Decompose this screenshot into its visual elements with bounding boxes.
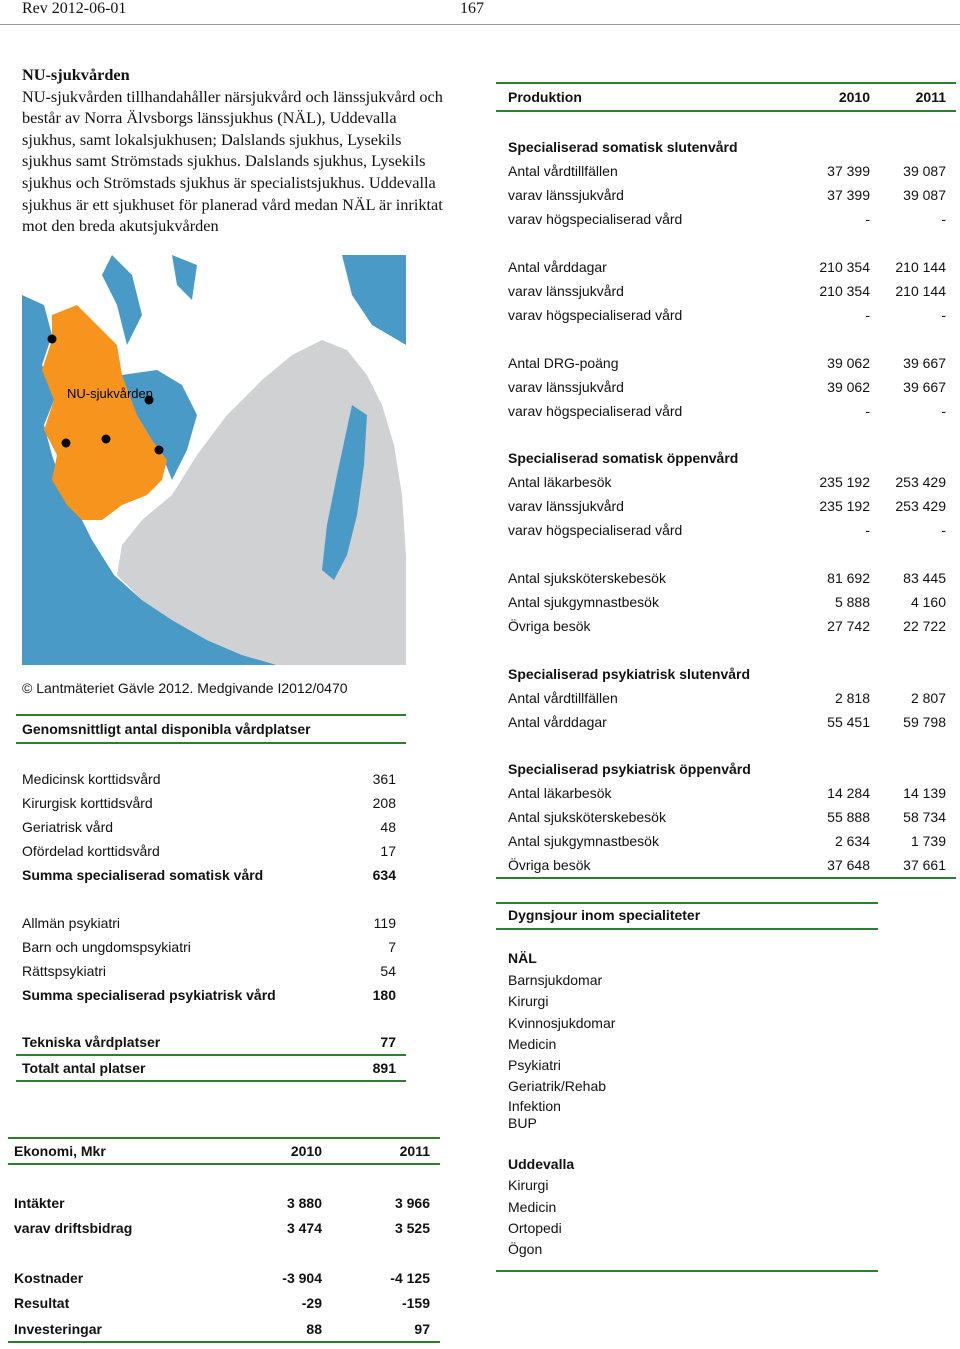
row-label: Övriga besök [508,618,591,634]
row-label: Ofördelad korttidsvård [22,843,160,859]
row-label: varav högspecialiserad vård [508,211,683,227]
page-number: 167 [460,0,484,17]
row-label: Summa specialiserad psykiatrisk vård [22,987,276,1003]
economy-bottom-rule [8,1341,440,1343]
row-label: Barn och ungdomspsykiatri [22,939,191,955]
row-label: Antal vårddagar [508,714,607,730]
row-value-2010: 14 284 [827,785,870,801]
row-value-2010: 55 451 [827,714,870,730]
oncall-group-heading: NÄL [508,950,537,966]
row-value: 361 [372,771,396,787]
row-value-2010: 37 648 [827,857,870,873]
row-label: Antal läkarbesök [508,474,612,490]
row-value-2010: 3 474 [286,1220,322,1236]
row-value-2010: 81 692 [827,570,870,586]
row-value: 17 [380,843,396,859]
row-label: varav högspecialiserad vård [508,522,683,538]
row-value-2011: -159 [401,1295,430,1311]
row-value-2011: - [941,211,946,227]
row-label: Antal DRG-poäng [508,355,619,371]
oncall-specialty: Medicin [508,1036,557,1052]
row-label: Specialiserad somatisk öppenvård [508,450,739,466]
row-value-2010: 5 888 [834,594,870,610]
row-label: varav driftsbidrag [14,1220,133,1236]
economy-header-2011: 2011 [399,1143,430,1159]
table-top-rule [496,82,956,84]
row-value-2010: 27 742 [827,618,870,634]
row-value: 208 [372,795,396,811]
row-value-2011: 3 966 [394,1195,430,1211]
row-value-2010: 2 634 [834,833,870,849]
row-value: 77 [380,1034,396,1050]
row-value: 54 [380,963,396,979]
oncall-specialty: Kirurgi [508,993,549,1009]
row-value-2011: - [941,307,946,323]
row-value-2011: 58 734 [903,809,946,825]
row-label: Antal sjukgymnastbesök [508,833,659,849]
row-label: varav länssjukvård [508,187,624,203]
map-region-label: NU-sjukvården [67,386,153,401]
row-label: varav länssjukvård [508,283,624,299]
table-header-rule [496,110,956,112]
row-value-2011: 97 [414,1321,430,1337]
row-label: varav länssjukvård [508,498,624,514]
row-value-2010: 235 192 [819,498,870,514]
row-value-2010: -29 [301,1295,322,1311]
row-value-2010: 55 888 [827,809,870,825]
map-city-marker [48,335,57,344]
row-value: 119 [373,915,396,931]
economy-header-2010: 2010 [290,1143,322,1159]
capacity-bottom-rule [16,1080,406,1082]
row-value-2010: 37 399 [827,187,870,203]
row-value-2010: - [865,307,870,323]
capacity-title-text: Genomsnittligt antal disponibla vårdplatser [22,721,311,737]
oncall-specialty: Infektion [508,1098,561,1114]
row-value-2010: 210 354 [819,259,870,275]
row-label: Antal sjuksköterskebesök [508,570,666,586]
row-label: varav högspecialiserad vård [508,307,683,323]
row-label: varav länssjukvård [508,379,624,395]
row-value: 7 [388,939,396,955]
map-city-marker [62,439,71,448]
row-value-2011: 39 667 [903,355,946,371]
row-value-2011: 1 739 [910,833,946,849]
row-value-2010: - [865,522,870,538]
row-value-2011: 253 429 [895,498,946,514]
oncall-specialty: BUP [508,1115,537,1131]
row-label: Antal sjuksköterskebesök [508,809,666,825]
header-divider [0,24,960,25]
row-label: Allmän psykiatri [22,915,121,931]
row-label: Rättspsykiatri [22,963,107,979]
row-value-2010: - [865,211,870,227]
oncall-bottom-rule [496,1270,878,1272]
row-value: 48 [380,819,396,835]
row-label: Totalt antal platser [22,1060,146,1076]
map-city-marker [155,446,164,455]
row-value-2010: 37 399 [827,163,870,179]
row-label: Antal vårdtillfällen [508,163,618,179]
row-label: Antal vårdtillfällen [508,690,618,706]
intro-section [22,64,447,237]
row-value-2011: - [941,522,946,538]
row-value-2011: -4 125 [390,1270,430,1286]
oncall-top-rule [496,902,878,904]
row-value-2011: 3 525 [394,1220,430,1236]
oncall-specialty: Geriatrik/Rehab [508,1078,607,1094]
row-value-2011: 4 160 [910,594,946,610]
row-label: Specialiserad somatisk slutenvård [508,139,738,155]
row-value-2010: 39 062 [827,379,870,395]
row-value-2011: 83 445 [903,570,946,586]
row-value-2010: 88 [306,1321,322,1337]
row-value-2010: 2 818 [834,690,870,706]
oncall-title-rule [496,928,878,930]
capacity-top-rule [16,714,406,716]
row-label: Resultat [14,1295,70,1311]
row-label: Kostnader [14,1270,84,1286]
row-value-2011: 2 807 [910,690,946,706]
production-header-label: Produktion [508,89,582,105]
row-value: 634 [372,867,396,883]
row-value-2010: - [865,403,870,419]
row-value-2011: 39 087 [903,163,946,179]
row-label: Antal vårddagar [508,259,607,275]
row-value-2011: 59 798 [903,714,946,730]
row-label: Antal läkarbesök [508,785,612,801]
row-value-2010: 39 062 [827,355,870,371]
row-value: 180 [372,987,396,1003]
table-bottom-rule [496,877,956,879]
row-value-2011: 39 667 [903,379,946,395]
row-value: 891 [372,1060,396,1076]
row-label: Antal sjukgymnastbesök [508,594,659,610]
map-copyright: © Lantmäteriet Gävle 2012. Medgivande I2012/0470 [22,680,348,696]
row-value-2011: 210 144 [895,283,946,299]
row-value-2011: 14 139 [903,785,946,801]
economy-top-rule [8,1137,440,1139]
row-label: Investeringar [14,1321,102,1337]
region-map [22,255,406,665]
row-label: Kirurgisk korttidsvård [22,795,153,811]
economy-header-label: Ekonomi, Mkr [14,1143,106,1159]
row-label: Medicinsk korttidsvård [22,771,161,787]
row-value-2010: -3 904 [282,1270,322,1286]
oncall-specialty: Medicin [508,1199,557,1215]
oncall-group-heading: Uddevalla [508,1156,575,1172]
row-value-2010: 235 192 [819,474,870,490]
revision-date: Rev 2012-06-01 [22,0,127,17]
row-value-2011: 210 144 [895,259,946,275]
row-label: varav högspecialiserad vård [508,403,683,419]
row-label: Intäkter [14,1195,65,1211]
intro-text: NU-sjukvården tillhandahåller närsjukvård och länssjukvård och består av Norra Älvsborgs länssjukhus (NÄL), Uddevalla sjukhus, samt lokalsjukhusen; Dalslands sjukhus, Lysekils sjukhus samt Strömstads sjukhus. Dalslands sjukhus, Lysekils sjukhus och Strömstads sjukhus är specialistsjukhus. Uddevalla sjukhus är ett sjukhuset för planerad vård medan NÄL är inriktat mot den breda akutsjukvården [22,86,443,236]
row-value-2011: 22 722 [903,618,946,634]
row-label: Specialiserad psykiatrisk öppenvård [508,761,751,777]
capacity-title-rule [16,742,406,744]
oncall-specialty: Psykiatri [508,1057,561,1073]
row-value-2010: 210 354 [819,283,870,299]
row-label: Tekniska vårdplatser [22,1034,161,1050]
production-header-2011: 2011 [915,89,946,105]
oncall-specialty: Ögon [508,1241,543,1257]
economy-header-rule [8,1163,440,1165]
row-label: Specialiserad psykiatrisk slutenvård [508,666,751,682]
map-city-marker [102,435,111,444]
production-header-2010: 2010 [838,89,870,105]
row-label: Geriatrisk vård [22,819,114,835]
capacity-sub-rule [16,1054,406,1056]
oncall-specialty: Kvinnosjukdomar [508,1015,616,1031]
intro-title: NU-sjukvården [22,65,130,84]
oncall-title: Dygnsjour inom specialiteter [508,907,701,923]
row-value-2011: 39 087 [903,187,946,203]
oncall-specialty: Ortopedi [508,1220,562,1236]
row-value-2010: 3 880 [286,1195,322,1211]
row-value-2011: 253 429 [895,474,946,490]
row-label: Övriga besök [508,857,591,873]
row-value-2011: - [941,403,946,419]
row-value-2011: 37 661 [903,857,946,873]
row-label: Summa specialiserad somatisk vård [22,867,264,883]
oncall-specialty: Barnsjukdomar [508,972,603,988]
oncall-specialty: Kirurgi [508,1177,549,1193]
